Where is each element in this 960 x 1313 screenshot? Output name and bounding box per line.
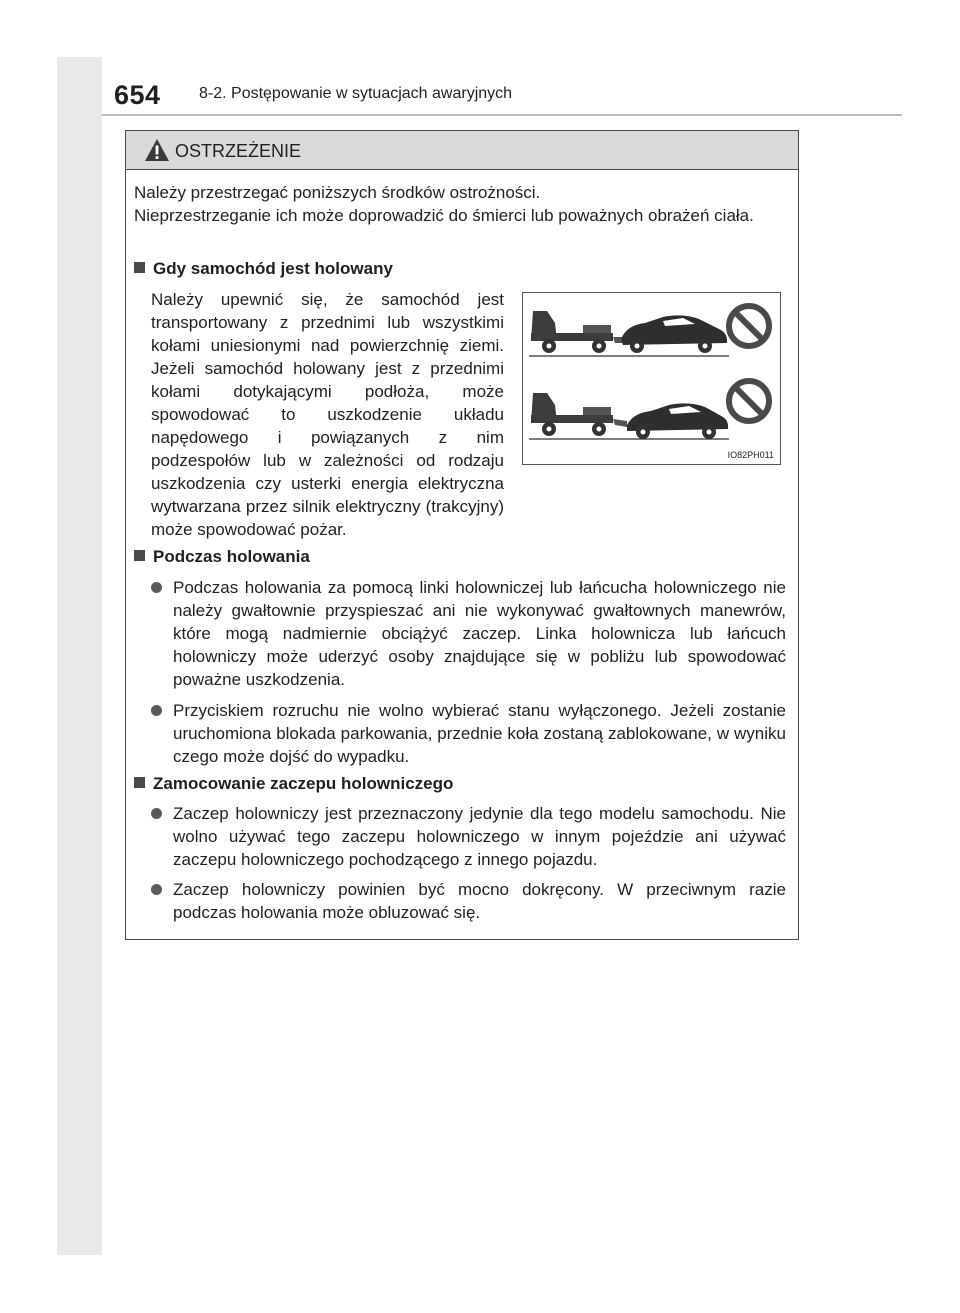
list-item: Zaczep holowniczy jest przeznaczony jedynie dla tego modelu samochodu. Nie wolno używać tego zaczepu holowniczego w innym pojeździe ani używać zaczepu holowniczego pochodzącego z innego pojazdu.	[151, 802, 786, 871]
page-number: 654	[114, 80, 161, 110]
round-bullet-icon	[151, 808, 162, 819]
warning-header	[126, 131, 798, 170]
towing-illustration	[522, 292, 781, 465]
round-bullet-icon	[151, 582, 162, 593]
round-bullet-icon	[151, 705, 162, 716]
header-rule	[102, 114, 902, 116]
list-item: Podczas holowania za pomocą linki holowniczej lub łańcucha holowniczego nie należy gwałtownie przyspieszać ani nie wykonywać gwałtownych manewrów, które mogą nadmiernie obciążyć zaczep. Linka holownicza lub łańcuch holowniczy może uderzyć osoby znajdujące się w pobliżu lub spowodować poważne uszkodzenia.	[151, 576, 786, 691]
list-item: Przyciskiem rozruchu nie wolno wybierać stanu wyłączonego. Jeżeli zostanie uruchomiona blokada parkowania, przednie koła zostaną zablokowane, w wyniku czego może dojść do wypadku.	[151, 699, 786, 768]
towed-text: Należy upewnić się, że samochód jest transportowany z przednimi lub wszystkimi kołami uniesionymi nad powierzchnię ziemi. Jeżeli samochód holowany jest z przednimi kołami dotykającymi podłoża, może spowodować to uszkodzenie układu napędowego i powiązanych z nim podzespołów lub w zależności od rodzaju uszkodzenia czy usterki energia elektryczna wytwarzana przez silnik elektryczny (trakcyjny) może spowodować pożar.	[151, 290, 504, 539]
square-bullet-icon	[134, 262, 145, 273]
intro-line: Nieprzestrzeganie ich może doprowadzić do śmierci lub poważnych obrażeń ciała.	[134, 206, 754, 225]
section-heading-towing: Podczas holowania	[134, 547, 310, 567]
square-bullet-icon	[134, 777, 145, 788]
tow-scene-2	[529, 393, 729, 439]
list-item: Zaczep holowniczy powinien być mocno dokręcony. W przeciwnym razie podczas holowania może obluzować się.	[151, 878, 786, 924]
intro-line: Należy przestrzegać poniższych środków ostrożności.	[134, 183, 541, 202]
tow-scene-1	[529, 311, 729, 356]
section-heading-hook: Zamocowanie zaczepu holowniczego	[134, 774, 453, 794]
square-bullet-icon	[134, 550, 145, 561]
figure-code: IO82PH011	[727, 450, 774, 460]
warning-intro	[134, 181, 790, 227]
warning-title: OSTRZEŻENIE	[175, 141, 302, 161]
tow-truck-diagram	[523, 293, 780, 464]
section-title: 8-2. Postępowanie w sytuacjach awaryjnych	[199, 85, 513, 102]
page-side-band	[57, 57, 102, 1255]
warning-box	[125, 130, 799, 940]
prohibited-icon	[729, 381, 769, 421]
round-bullet-icon	[151, 884, 162, 895]
warning-triangle-icon	[144, 138, 170, 162]
prohibited-icon	[729, 306, 769, 346]
section-heading-towed: Gdy samochód jest holowany	[134, 259, 393, 279]
page-header	[102, 70, 902, 115]
